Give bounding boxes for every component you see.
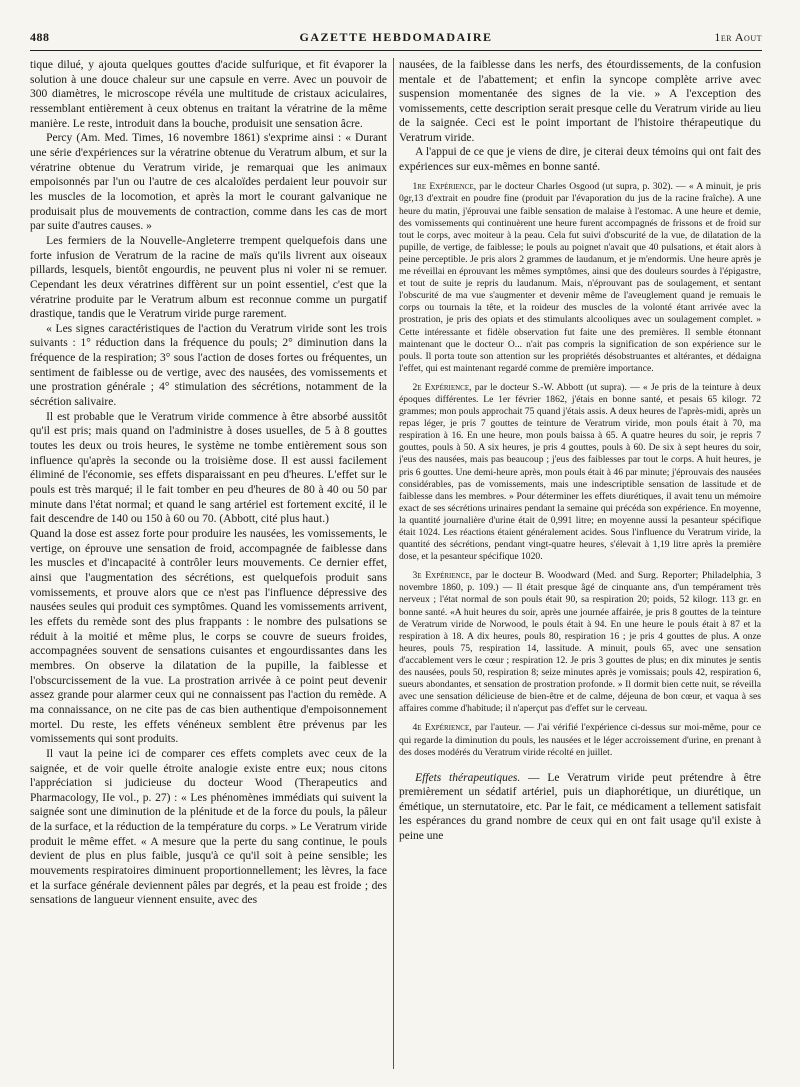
therapeutic-effects-paragraph	[399, 771, 761, 844]
header-rule	[30, 50, 762, 51]
experience-3	[399, 570, 761, 715]
left-column	[30, 58, 387, 1069]
section-heading: Effets thérapeutiques.	[415, 771, 521, 784]
experience-2	[399, 382, 761, 563]
experience-label: 1re Expérience,	[412, 181, 477, 193]
paragraph: nausées, de la faiblesse dans les nerfs, des étourdissements, de la confusion mentale et de l'abattement; et enfin la syncope complète arrive avec suspension momentanée des signes de la vie. » A l'exception des vomissements, cette description serait presque celle du Veratrum viride au lieu de la saignée. Ceci est le point important de l'histoire thérapeutique du Veratrum viride.	[399, 59, 761, 144]
paragraph: Il vaut la peine ici de comparer ces effets complets avec ceux de la saignée, et de voir quelle étroite analogie existe entre eux; nous citons l'appréciation si judicieuse du docteur Wood (Therapeutics and Pharmacology, IIe vol., p. 27) : « Les phénomènes immédiats qui suivent la saignée sont une diminution de la plénitude et de la force du pouls, la pâleur de la surface, et la réduction de la température du corps. » Le Veratrum viride produit le même effet. « A mesure que la perte du sang continue, le pouls devient de plus en plus faible, jusqu'à ce qu'il soit à peine sensible; les mouvements respiratoires diminuent proportionnellement; les lèvres, la face et la surface générale deviennent pâles par degrés, et la peau est froide ; des sensations de langueur viennent ensuite, avec des	[30, 747, 387, 907]
experience-label: 3e Expérience,	[412, 570, 473, 582]
experience-text: par le docteur B. Woodward (Med. and Surg. Reporter; Philadelphia, 3 novembre 1860, p. 109.) — Il était presque âgé de cinquante ans, d'un tempérament très nerveux ; l'état normal de son pouls était 90, sa respiration 20; poids, 52 kilogr. 113 gr. en bonne santé. «A huit heures du soir, après une journée affairée, je pris 8 gouttes de la teinture de Veratrum viride de Norwood, le pouls était à 94. En une heure le pouls était à 87 et la respiration à 18. A dix heures, pouls 80, respiration 16 ; je pris 4 gouttes de plus. A onze heures, pouls 75, respiration 14, lassitude. A minuit, pouls 65, avec une sensation d'accablement vers le cœur ; respiration 12. Je pris 3 gouttes de plus; en dix minutes je sentis des nausées, pouls 50, respiration 8; seize minutes après je vomissais; pouls 42, respiration 6, sueurs abondantes, et sensation de prostration profonde. » Il dormit bien cette nuit, se réveilla avec une sensation délicieuse de bien-être et de calme, déjeuna de bon cœur, et vaqua à ses affaires comme d'habitude; il n'aperçut pas d'effet sur le cerveau.	[399, 570, 761, 715]
paragraph: Quand la dose est assez forte pour produire les nausées, les vomissements, le vertige, on éprouve une sensation de froid, accompagnée de faiblesse dans les muscles et d'incapacité à contrôler leurs mouvements. Ce dernier effet, ainsi que l'augmentation des sécrétions, est quelquefois produit sans vomissements, et prouve alors que ce n'est pas l'influence dépressive des nausées seules qui produit ces symptômes. Quand les vomissements arrivent, les effets du remède sont des plus frappants : le nombre des pulsations se réduit à la moitié et même plus, le corps se couvre de sueurs froides, accompagnées souvent de sensations cuisantes et engourdissantes dans les membres. On observe la dilatation de la pupille, la faiblesse et l'obscurcissement de la vue. La prostration arrivée à ce point peut devenir assez grande pour alarmer ceux qui ne connaissent pas l'action du remède. A ma connaissance, on ne cite pas de cas bien authentique d'empoisonnement mortel. Du reste, les effets vénéneux semblent être prévenus par les vomissements qui sont produits.	[30, 528, 387, 746]
experience-text: par l'auteur. — J'ai vérifié l'expérience ci-dessus sur moi-même, pour ce qui regarde la diminution du pouls, les nausées et le léger accroissement d'urine, en prenant à des doses modérés du Veratrum viride récolté en juillet.	[399, 722, 761, 758]
paragraph: « Les signes caractéristiques de l'action du Veratrum viride sont les trois suivants : 1° réduction dans la fréquence du pouls; 2° diminution dans la fréquence de la respiration; 3° sous l'action de doses fortes ou fréquentes, un sentiment de faiblesse ou de vertige, avec des nausées, des vomissements et une prostration générale ; 4° stimulation des sécrétions, notamment de la sécrétion salivaire.	[30, 322, 387, 409]
paragraph: Les fermiers de la Nouvelle-Angleterre trempent quelquefois dans une forte infusion de Veratrum de la racine de maïs qu'ils livrent aux oiseaux pillards, lesquels, bientôt engourdis, ne peuvent plus ni voler ni se remuer. Cependant les deux vératrines diffèrent sur un point essentiel, c'est que la vératrine produite par le Veratrum album est reconnue comme un purgatif drastique, tandis que le Veratrum viride purge rarement.	[30, 234, 387, 321]
closing-text: — Le Veratrum viride peut prétendre à être premièrement un sédatif artériel, puis un diaphorétique, un diurétique, un émétique, un sternutatoire, etc. Par le fait, ce médicament a tellement satisfait les espérances du grand nombre de ceux qui en ont fait usage qu'il existe à peine une	[399, 771, 761, 842]
paragraph: tique dilué, y ajouta quelques gouttes d'acide sulfurique, et fit évaporer la solution à une douce chaleur sur une capsule en verre. Avec un pouvoir de 300 diamètres, le microscope révéla une multitude de cristaux aciculaires, ressemblant entièrement à ceux obtenus en traitant la vératrine de la même manière. Le reste, introduit dans la bouche, produisit une sensation âcre.	[30, 59, 387, 130]
experience-text: par le docteur Charles Osgood (ut supra, p. 302). — « A minuit, je pris 0gr,13 d'extrait en poudre fine (produit par l'évaporation du jus de la racine fraîche). A une heure du matin, j'éprouvai une faible sensation de malaise à l'estomac. A une heure et demie, des vomissements qui continuèrent une heure furent accompagnés de frissons et de froid sur tout le corps, avec moiteur à la peau. Cela fut suivi d'obscurité de la vue, de dilatation de la pupille, de vertige, de faiblesse; le pouls au poignet n'avait que 40 pulsations, et était alors à peine perceptible. Je pris alors 2 grammes de laudanum, et je m'endormis. Une heure après je me réveillai en éprouvant les mêmes symptômes, ainsi que des douleurs sourdes à l'épigastre, et tout de suite je repris du laudanum. Mais, n'éprouvant pas de soulagement, et sentant l'obscurité de ma vue s'augmenter et devenir même de l'aveuglement quand je remuais le corps ou tournais la tête, et la roideur des muscles de la volonté étant arrivée avec la prostration, je pris des opiats et des stimulants alcooliques avec un soulagement complet. » Cette intéressante et fidèle observation fut faite une des premières. Il semble étonnant maintenant que le docteur O... n'ait pas compris la signification de son expérience sur le pouls. Il porta toute son attention sur les propriétés désobstruantes et altérantes, et dédaigna l'effet, qui est maintenant regardé comme de première importance.	[399, 181, 761, 374]
page-number: 488	[30, 30, 50, 44]
experience-label: 4e Expérience,	[412, 722, 472, 734]
paragraph: A l'appui de ce que je viens de dire, je citerai deux témoins qui ont fait des expériences sur eux-mêmes en bonne santé.	[399, 146, 761, 173]
right-column	[399, 58, 761, 1069]
paragraph: Percy (Am. Med. Times, 16 novembre 1861) s'exprime ainsi : « Durant une série d'expériences sur la vératrine obtenue du Veratrum album, et sur la vératrine obtenue du Veratrum viride, je remarquai que les animaux empoisonnés par l'un ou l'autre de ces alcaloïdes perdaient leur pouvoir sur les muscles de la locomotion, et après la mort le courant galvanique ne produisait plus de mouvements de contraction, comme dans les cas de mort par suite d'autres causes. »	[30, 132, 387, 233]
column-separator	[393, 58, 394, 1069]
experience-text: par le docteur S.-W. Abbott (ut supra). — « Je pris de la teinture à deux époques différentes. Le 1er février 1862, j'étais en bonne santé, et pesais 65 kilogr. 72 grammes; mon pouls approchait 75 quand j'étais assis. A deux heures de l'après-midi, après un repas léger, je pris 7 gouttes de teinture de Veratrum viride, mon pouls était à 70, ma respiration à 16. En une heure, mon pouls baissa à 65. A quatre heures du soir, je repris 7 gouttes, pouls à 50. A six heures, je pris 4 gouttes, pouls à 60. De six à sept heures du soir, j'eus des nausées, mais pas beaucoup ; j'eus des faiblesses par tout le corps. A huit heures, je pris 6 gouttes. Une demi-heure après, mon pouls était à 46 par minute; j'éprouvais des nausées considérables, pas de vomissements, mais une indescriptible sensation de lassitude et de faiblesse dans les membres. » Pour déterminer les effets diurétiques, il avait tenu un mémoire exact de ses sécrétions urinaires pendant la semaine qui précéda son expérience. En moyenne, la quantité journalière d'urine était de 0,991 litre; en moyenne aussi la pesanteur spécifique était 1024. Les réactions étaient généralement acides. Sous l'influence du Veratrum viride, la quantité des sécrétions, pendant vingt-quatre heures, s'élevait à 1,19 litre après la première dose, et la pesanteur spécifique 1020.	[399, 381, 761, 563]
experience-1	[399, 181, 761, 375]
page-header	[30, 30, 762, 50]
experience-4	[399, 722, 761, 758]
experience-label: 2e Expérience,	[412, 381, 472, 393]
issue-date: 1er Aout	[714, 30, 762, 44]
journal-title: GAZETTE HEBDOMADAIRE	[299, 30, 493, 44]
paragraph: Il est probable que le Veratrum viride commence à être absorbé aussitôt qu'il est pris; mais quand on l'administre à doses usuelles, de 5 à 8 gouttes toutes les deux ou trois heures, le système ne tombe entièrement sous son influence qu'après la seconde ou la troisième dose. Il est aussi facilement éliminé de l'économie, ses effets disparaissant en peu d'heures. L'effet sur le pouls est très marqué; il le fait tomber en peu d'heures de 80 à 40 ou 50 par minute dans l'état normal; et quand le sang artériel est fortement excité, il le fait descendre de 140 ou 150 à 60 ou 70. (Abbott, cité plus haut.)	[30, 410, 387, 526]
